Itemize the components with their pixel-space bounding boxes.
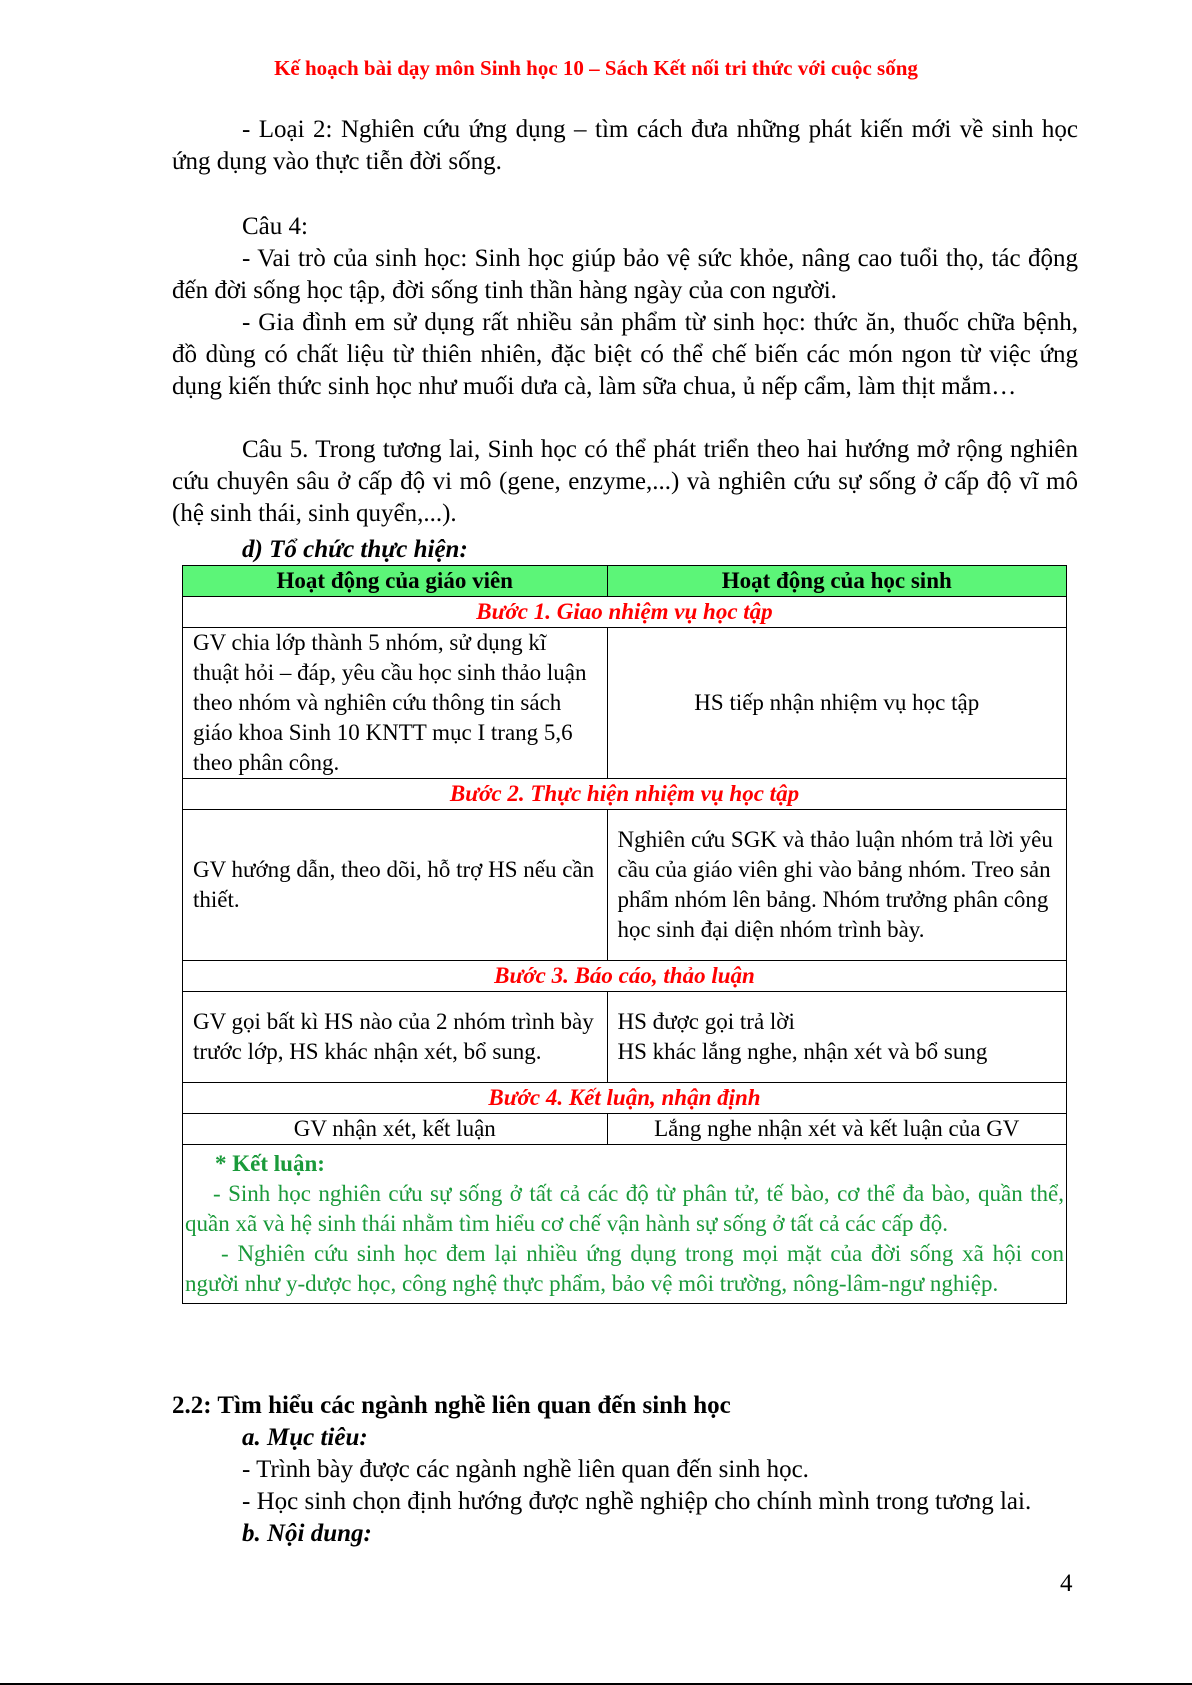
step-1-title: Bước 1. Giao nhiệm vụ học tập [183,597,1067,628]
cau-4-label: Câu 4: [242,213,308,240]
step-4-teacher: GV nhận xét, kết luận [183,1114,608,1145]
step-2-teacher: GV hướng dẫn, theo dõi, hỗ trợ HS nếu cần thiết. [183,810,608,961]
subheading-muc-tieu: a. Mục tiêu: [242,1424,368,1451]
step-2-title: Bước 2. Thực hiện nhiệm vụ học tập [183,779,1067,810]
conclusion-title: * Kết luận: [215,1151,325,1176]
objective-line-2: - Học sinh chọn định hướng được nghề nghiệp cho chính mình trong tương lai. [242,1488,1032,1515]
conclusion-cell [183,1145,1067,1304]
activity-table [182,565,1067,1304]
paragraph-gia-dinh: - Gia đình em sử dụng rất nhiều sản phẩm từ sinh học: thức ăn, thuốc chữa bệnh, đồ dùng có chất liệu từ thiên nhiên, đặc biệt có thể chế biến các món ngon từ việc ứng dụng kiến thức sinh học như muối dưa cà, làm sữa chua, ủ nếp cẩm, làm thịt mắm… [172,309,1078,400]
page-number: 4 [1060,1570,1073,1597]
step-3-title: Bước 3. Báo cáo, thảo luận [183,961,1067,992]
header-student: Hoạt động của học sinh [607,566,1066,597]
page-header: Kế hoạch bài dạy môn Sinh học 10 – Sách Kết nối tri thức với cuộc sống [274,56,918,80]
table-row [183,992,1067,1083]
conclusion-paragraph-1: - Sinh học nghiên cứu sự sống ở tất cả các độ từ phân tử, tế bào, cơ thể đa bào, quần thể, quần xã và hệ sinh thái nhằm tìm hiểu cơ chế vận hành sự sống ở tất cả các cấp độ. [185,1181,1064,1236]
step-3-student-line-2: HS khác lắng nghe, nhận xét và bổ sung [617,1039,988,1064]
step-4-student: Lắng nghe nhận xét và kết luận của GV [607,1114,1066,1145]
step-4-title: Bước 4. Kết luận, nhận định [183,1083,1067,1114]
objective-line-1: - Trình bày được các ngành nghề liên quan đến sinh học. [242,1456,809,1483]
step-1-teacher: GV chia lớp thành 5 nhóm, sử dụng kĩ thuật hỏi – đáp, yêu cầu học sinh thảo luận theo nhóm và nghiên cứu thông tin sách giáo khoa Sinh 10 KNTT mục I trang 5,6 theo phân công. [183,628,608,779]
conclusion-row [183,1145,1067,1304]
header-teacher: Hoạt động của giáo viên [183,566,608,597]
table-row [183,1114,1067,1145]
subheading-to-chuc: d) Tổ chức thực hiện: [242,536,468,563]
conclusion-paragraph-2: - Nghiên cứu sinh học đem lại nhiều ứng dụng trong mọi mặt của đời sống xã hội con người như y-dược học, công nghệ thực phẩm, bảo vệ môi trường, nông-lâm-ngư nghiệp. [185,1241,1064,1296]
section-2-2-heading: 2.2: Tìm hiểu các ngành nghề liên quan đến sinh học [172,1392,731,1419]
paragraph-loai-2: - Loại 2: Nghiên cứu ứng dụng – tìm cách đưa những phát kiến mới về sinh học ứng dụng vào thực tiễn đời sống. [172,116,1078,175]
paragraph-cau-5: Câu 5. Trong tương lai, Sinh học có thể phát triển theo hai hướng mở rộng nghiên cứu chuyên sâu ở cấp độ vi mô (gene, enzyme,...) và nghiên cứu sự sống ở cấp độ vĩ mô (hệ sinh thái, sinh quyển,...). [172,436,1078,527]
subheading-noi-dung: b. Nội dung: [242,1520,372,1547]
step-1-student: HS tiếp nhận nhiệm vụ học tập [607,628,1066,779]
paragraph-vai-tro: - Vai trò của sinh học: Sinh học giúp bảo vệ sức khỏe, nâng cao tuổi thọ, tác động đến đời sống học tập, đời sống tinh thần hàng ngày của con người. [172,245,1078,304]
step-3-student-line-1: HS được gọi trả lời [617,1009,795,1034]
table-row [183,810,1067,961]
table-row [183,628,1067,779]
step-3-teacher: GV gọi bất kì HS nào của 2 nhóm trình bày trước lớp, HS khác nhận xét, bổ sung. [183,992,608,1083]
table-header-row [183,566,1067,597]
step-2-student: Nghiên cứu SGK và thảo luận nhóm trả lời yêu cầu của giáo viên ghi vào bảng nhóm. Treo sản phẩm nhóm lên bảng. Nhóm trưởng phân công học sinh đại diện nhóm trình bày. [607,810,1066,961]
step-3-student [607,992,1066,1083]
